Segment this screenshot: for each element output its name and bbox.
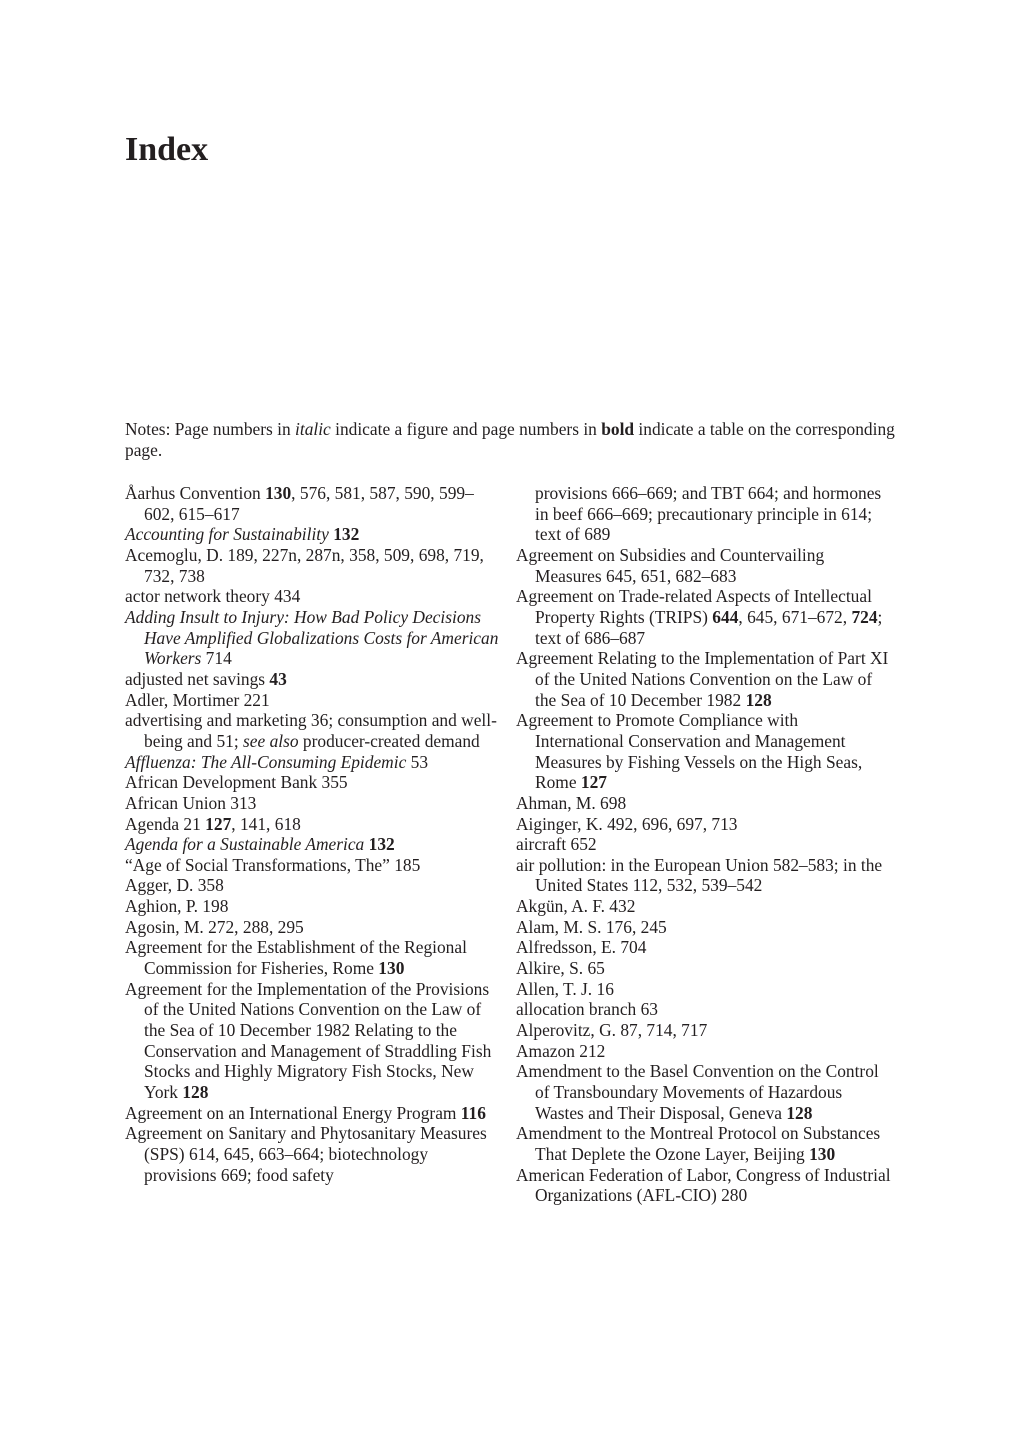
entry-text: Amendment to the Montreal Protocol on Substances That Deplete the Ozone Layer, Beijing [516, 1123, 881, 1164]
index-entry [516, 999, 891, 1020]
entry-text: indicate a figure and page numbers in [330, 419, 602, 439]
index-entry [125, 752, 500, 773]
entry-text: aircraft 652 [516, 834, 597, 855]
index-entry [516, 710, 891, 793]
index-entry [125, 855, 500, 876]
index-entry [125, 545, 500, 586]
entry-text: indicate a table on the corresponding page. [125, 419, 895, 460]
index-entry [125, 979, 500, 1103]
index-entry [516, 855, 891, 896]
entry-text: Agreement Relating to the Implementation of Part XI of the United Nations Convention on the Law of the Sea of 10 December 1982 [516, 648, 889, 710]
entry-text: Amazon 212 [516, 1040, 606, 1061]
index-entry [516, 1061, 891, 1123]
index-entry [125, 607, 500, 669]
entry-text: Agreement on Trade-related Aspects of Intellectual Property Rights (TRIPS) [516, 586, 872, 627]
table-page-ref: 128 [745, 689, 772, 710]
entry-text: Agreement to Promote Compliance with International Conservation and Management Measures by Fishing Vessels on the High Seas, Rome [516, 710, 863, 793]
index-entry [125, 834, 500, 855]
index-entry [516, 793, 891, 814]
entry-text: Agreement for the Implementation of the Provisions of the United Nations Convention on the Law of the Sea of 10 December 1982 Relating to the Conservation and Management of Straddling Fish Stocks and Highly Migratory Fish Stocks, New York [125, 978, 492, 1103]
index-entry [516, 937, 891, 958]
table-page-ref: 724 [851, 606, 878, 627]
index-entry [125, 772, 500, 793]
entry-text: Agreement on Sanitary and Phytosanitary Measures (SPS) 614, 645, 663–664; biotechnology provisions 669; food safety [125, 1123, 487, 1185]
index-entry [516, 648, 891, 710]
index-entry [125, 483, 500, 524]
entry-text: “Age of Social Transformations, The” 185 [125, 854, 421, 875]
table-page-ref: 128 [182, 1082, 209, 1103]
entry-text: Alfredsson, E. 704 [516, 937, 647, 958]
entry-text: Agreement for the Establishment of the Regional Commission for Fisheries, Rome [125, 937, 467, 979]
entry-text: Agosin, M. 272, 288, 295 [125, 916, 304, 937]
index-entry [125, 917, 500, 938]
page-title: Index [125, 131, 209, 168]
table-page-ref: 127 [205, 813, 232, 834]
index-entry [125, 793, 500, 814]
table-page-ref: 132 [333, 524, 360, 545]
entry-text: Agenda 21 [125, 813, 206, 834]
index-entry [516, 483, 891, 545]
italic-text: Affluenza: The All-Consuming Epidemic [125, 751, 407, 772]
entry-text: Aghion, P. 198 [125, 896, 229, 917]
index-entry [516, 1041, 891, 1062]
italic-text: Adding Insult to Injury: How Bad Policy Decisions Have Amplified Globalizations Costs for American Workers [125, 606, 499, 669]
italic-text: see also [243, 730, 299, 751]
index-entry [125, 1123, 500, 1185]
table-page-ref: 128 [786, 1102, 813, 1123]
entry-text: producer-created demand [298, 730, 480, 751]
entry-text: Alam, M. S. 176, 245 [516, 916, 667, 937]
entry-text: Allen, T. J. 16 [516, 978, 614, 999]
entry-text: Acemoglu, D. 189, 227n, 287n, 358, 509, 698, 719, 732, 738 [125, 544, 484, 586]
entry-text: 53 [406, 751, 429, 772]
entry-text: American Federation of Labor, Congress of Industrial Organizations (AFL-CIO) 280 [516, 1164, 891, 1206]
entry-text: ; text of 686–687 [535, 606, 883, 648]
index-entry [125, 524, 500, 545]
index-entry [516, 1123, 891, 1164]
entry-text: advertising and marketing 36; consumption and well-being and 51; [125, 710, 497, 751]
table-page-ref: 130 [378, 958, 405, 979]
entry-text: Agger, D. 358 [125, 875, 224, 896]
table-page-ref: 43 [269, 668, 287, 689]
entry-text: African Union 313 [125, 792, 257, 813]
index-entry [125, 669, 500, 690]
index-entry [516, 979, 891, 1000]
index-entry [516, 834, 891, 855]
entry-text: Alperovitz, G. 87, 714, 717 [516, 1020, 708, 1041]
entry-text: Agreement on Subsidies and Countervailing Measures 645, 651, 682–683 [516, 544, 825, 586]
entry-text: Ahman, M. 698 [516, 792, 627, 813]
index-entry [125, 896, 500, 917]
index-notes [125, 419, 895, 461]
italic-text: italic [295, 419, 331, 439]
index-entry [516, 1020, 891, 1041]
entry-text: Aiginger, K. 492, 696, 697, 713 [516, 813, 738, 834]
index-entry [125, 875, 500, 896]
table-page-ref: 127 [580, 772, 607, 793]
index-entry [125, 1103, 500, 1124]
index-entry [516, 896, 891, 917]
table-page-ref: 132 [368, 834, 395, 855]
italic-text: Accounting for Sustainability [125, 524, 329, 545]
entry-text: actor network theory 434 [125, 586, 301, 607]
entry-text: air pollution: in the European Union 582–583; in the United States 112, 532, 539–542 [516, 854, 883, 896]
entry-text: African Development Bank 355 [125, 772, 348, 793]
index-column-right [516, 483, 891, 1206]
entry-text: provisions 666–669; and TBT 664; and hormones in beef 666–669; precautionary principle in 614; text of 689 [535, 483, 882, 545]
index-entry [125, 937, 500, 978]
entry-text: , 141, 618 [231, 813, 301, 834]
entry-text: Åarhus Convention [125, 483, 266, 503]
entry-text: 714 [201, 648, 232, 669]
entry-text: adjusted net savings [125, 668, 270, 689]
table-page-ref: 116 [460, 1102, 486, 1123]
entry-text: Amendment to the Basel Convention on the Control of Transboundary Movements of Hazardous Wastes and Their Disposal, Geneva [516, 1061, 879, 1123]
index-entry [125, 690, 500, 711]
index-entry [125, 586, 500, 607]
table-page-ref: 130 [265, 483, 292, 503]
index-entry [516, 586, 891, 648]
table-page-ref: bold [601, 419, 635, 439]
index-column-left [125, 483, 500, 1185]
index-entry [516, 814, 891, 835]
table-page-ref: 644 [712, 606, 739, 627]
index-entry [125, 710, 500, 751]
index-entry [516, 545, 891, 586]
index-entry [516, 917, 891, 938]
entry-text: Akgün, A. F. 432 [516, 896, 636, 917]
index-entry [516, 958, 891, 979]
table-page-ref: 130 [809, 1144, 836, 1164]
entry-text: Adler, Mortimer 221 [125, 689, 270, 710]
index-entry [516, 1165, 891, 1206]
entry-text: , 645, 671–672, [738, 606, 852, 627]
entry-text: Alkire, S. 65 [516, 958, 605, 979]
entry-text: Notes: Page numbers in [125, 419, 296, 439]
italic-text: Agenda for a Sustainable America [125, 834, 365, 855]
index-entry [125, 814, 500, 835]
entry-text: , 576, 581, 587, 590, 599–602, 615–617 [144, 483, 474, 524]
entry-text: Agreement on an International Energy Program [125, 1102, 461, 1123]
entry-text: allocation branch 63 [516, 999, 658, 1020]
